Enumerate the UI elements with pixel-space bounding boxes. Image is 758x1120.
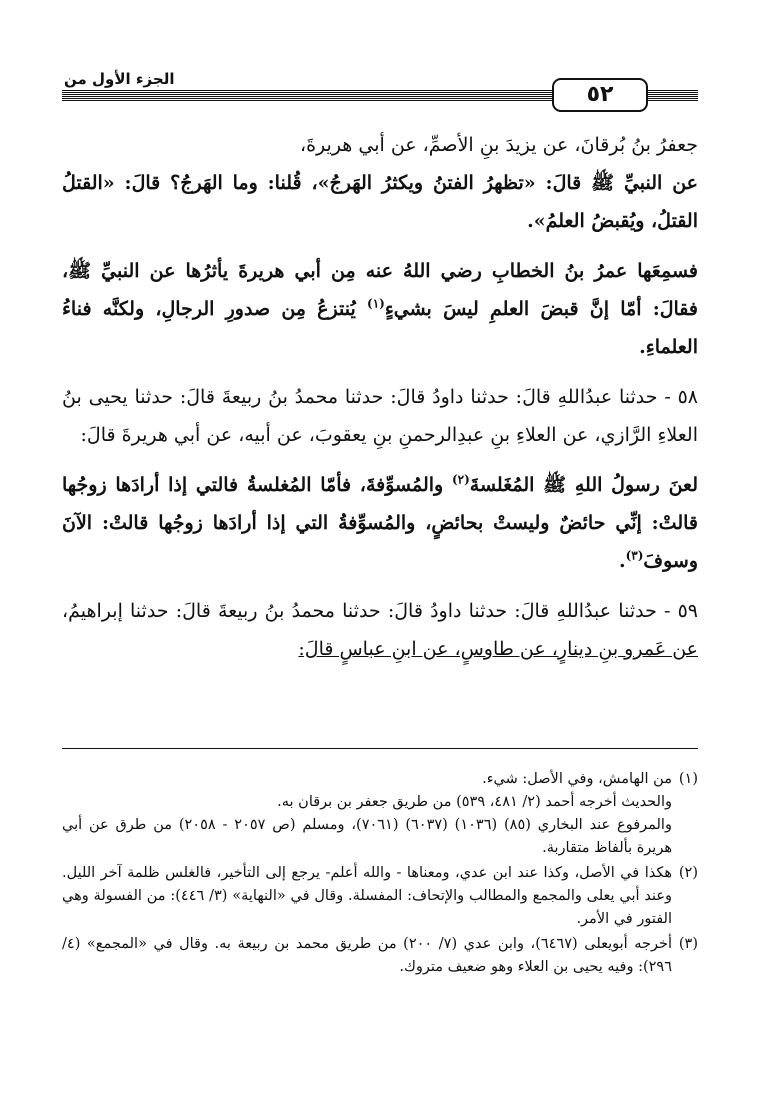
hadith-number: ٥٨ - [664,386,698,408]
footnote-number: (٣) [678,936,698,952]
footnote-ref-1: (١) [367,296,385,311]
footnote [62,862,698,931]
footnote-line: أخرجه أبويعلى (٦٤٦٧)، وابن عدي (٧/ ٢٠٠) من طريق محمد بن ربيعة به. وقال في «المجمع» (٤/ ٢٩٦): وفيه يحيى بن العلاء وهو ضعيف متروك. [62,936,672,975]
hadith-58-text: لعنَ رسولُ اللهِ ﷺ المُغَلسةَ$^{(٢)}$ والمُسوِّفةَ، فأمّا المُغلسةُ فالتي إذا أرادَها زوجُها قالتْ: إنِّي حائضٌ وليستْ بحائضٍ، والمُسوِّفةُ التي إذا أرادَها زوجُها قالتْ: الآنَ وسوفَ$^{(٣)}$. [62,472,699,572]
main-text [62,126,698,668]
running-title: الجزء الأول من [62,70,184,88]
footnote [62,933,698,979]
hadith-number: ٥٩ - [663,600,698,622]
footnote [62,768,698,860]
footnote-number: (١) [678,771,698,787]
isnad-continuation: جعفرُ بنُ بُرقانَ، عن يزيدَ بنِ الأصمِّ، عن أبي هريرةَ، [299,134,698,156]
footnote-ref-2: (٢) [451,472,470,487]
hadith-commentary: فسمِعَها عمرُ بنُ الخطابِ رضي اللهُ عنه مِن أبي هريرةَ يأثرُها عن النبيِّ ﷺ، فقالَ: أمّا إنَّ قبضَ العلمِ ليسَ بشيءٍ$^{(١)}$ يُنتزعُ مِن صدورِ الرجالِ، ولكنَّه فناءُ العلماءِ. [62,260,698,358]
footnote-number: (٢) [678,865,698,881]
footnote-separator [62,748,698,749]
footnote-line: والحديث أخرجه أحمد (٢/ ٤٨١، ٥٣٩) من طريق جعفر بن برقان به. [277,794,672,810]
page-header [62,66,698,116]
hadith-59-isnad: ٥٩ - حدثنا عبدُاللهِ قالَ: حدثنا داودُ قالَ: حدثنا محمدُ بنُ ربيعةَ قالَ: حدثنا إبراهيمُ، عن عَمرو بنِ دينارٍ، عن طاوسٍ، عن ابنِ عباسٍ قالَ: [62,600,698,660]
footnote-ref-3: (٣) [625,548,644,563]
footnote-line: من الهامش، وفي الأصل: شيء. [482,771,672,787]
page-number: ٥٢ [552,78,648,112]
hadith-58-isnad: ٥٨ - حدثنا عبدُاللهِ قالَ: حدثنا داودُ قالَ: حدثنا محمدُ بنُ ربيعةَ قالَ: حدثنا يحيى بنُ العلاءِ الرَّازي، عن العلاءِ بنِ عبدِالرحمنِ بنِ يعقوبَ، عن أبيه، عن أبي هريرةَ قالَ: [62,386,698,446]
footnote-line: والمرفوع عند البخاري (٨٥) (١٠٣٦) (٦٠٣٧) (٧٠٦١)، ومسلم (ص ٢٠٥٧ - ٢٠٥٨) من طرق عن أبي هريرة بألفاظ متقاربة. [62,817,672,856]
underlined-chain: عن عَمرو بنِ دينارٍ، عن طاوسٍ، عن ابنِ عباسٍ قالَ: [298,638,698,660]
footnotes [62,768,698,981]
footnote-line: هكذا في الأصل، وكذا عند ابن عدي، ومعناها - والله أعلم- يرجع إلى التأخير، فالغلس ظلمة آخر الليل. وعند أبي يعلى والمجمع والمطالب والإتحاف: المفسلة. وقال في «النهاية» (٣/ ٤٤٦): من الفسولة وهي الفتور في الأمر. [62,865,672,927]
hadith-text: عن النبيِّ ﷺ قالَ: «تظهرُ الفتنُ ويكثرُ الهَرجُ»، قُلنا: وما الهَرجُ؟ قالَ: «القتلُ القتلُ، ويُقبضُ العلمُ». [62,172,698,232]
